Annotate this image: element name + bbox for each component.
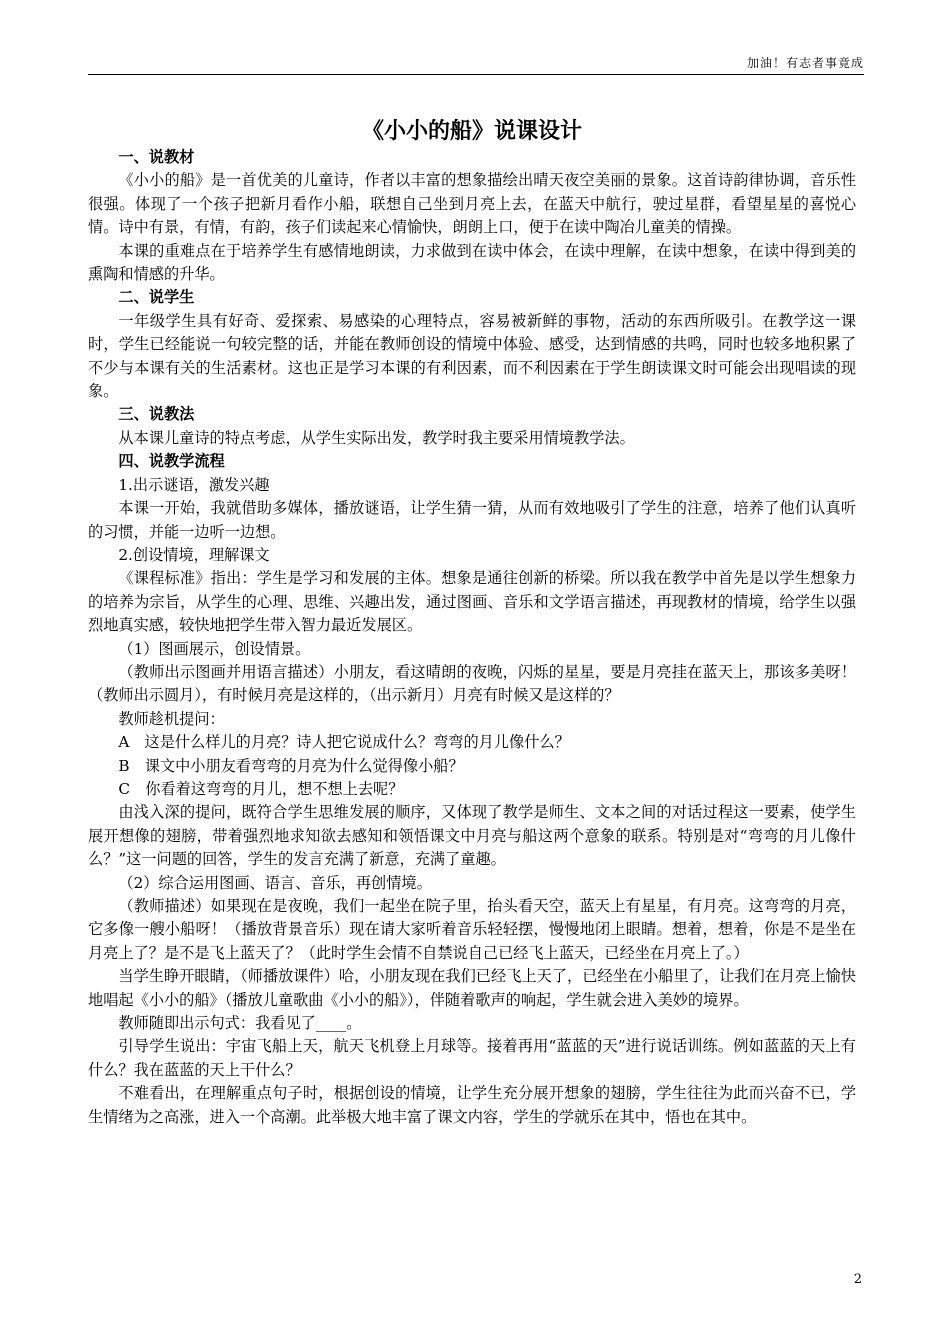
paragraph: 2.创设情境，理解课文 [118, 545, 270, 564]
page-number: 2 [853, 1272, 862, 1287]
paragraph: B 课文中小朋友看弯弯的月亮为什么觉得像小船？ [118, 756, 464, 775]
paragraph: A 这是什么样儿的月亮？诗人把它说成什么？弯弯的月儿像什么？ [118, 733, 570, 752]
section-heading: 一、说教材 [118, 148, 195, 166]
paragraph: （教师出示图画并用语言描述）小朋友，看这晴朗的夜晚，闪烁的星星，要是月亮挂在蓝天上，那该多美呀！（教师出示圆月），有时候月亮是这样的，（出示新月）月亮有时候又是这样的？ [88, 662, 856, 705]
paragraph: 一年级学生具有好奇、爱探索、易感染的心理特点，容易被新鲜的事物，活动的东西所吸引。在教学这一课时，学生已经能说一句较完整的话，并能在教师创设的情境中体验、感受，达到情感的共鸣，同时也较多地积累了不少与本课有关的生活素材。这也正是学习本课的有利因素，而不利因素在于学生朗读课文时可能会出现唱读的现象。 [88, 311, 856, 401]
document-body [88, 116, 856, 1129]
section-heading: 四、说教学流程 [118, 452, 225, 471]
paragraph: 教师趁机提问： [118, 709, 225, 728]
paragraph-list [88, 146, 856, 1129]
paragraph: 《课程标准》指出：学生是学习和发展的主体。想象是通往创新的桥梁。所以我在教学中首先是以学生想象力的培养为宗旨，从学生的心理、思维、兴趣出发，通过图画、音乐和文学语言描述，再现教材的情境，给学生以强烈地真实感，较快地把学生带入智力最近发展区。 [88, 569, 856, 635]
paragraph: （教师描述）如果现在是夜晚，我们一起坐在院子里，抬头看天空，蓝天上有星星，有月亮。这弯弯的月亮，它多像一艘小船呀！（播放背景音乐）现在请大家听着音乐轻轻摆，慢慢地闭上眼睛。想着，想着，你是不是坐在月亮上了？是不是飞上蓝天了？（此时学生会情不自禁说自己已经飞上蓝天，已经坐在月亮上了。） [88, 897, 856, 962]
paragraph: 从本课儿童诗的特点考虑，从学生实际出发，教学时我主要采用情境教学法。 [118, 428, 635, 447]
paragraph: 引导学生说出：宇宙飞船上天，航天飞机登上月球等。接着再用“蓝蓝的天”进行说话训练。例如蓝蓝的天上有什么？我在蓝蓝的天上干什么？ [88, 1037, 856, 1079]
page-header [88, 52, 864, 75]
paragraph: 《小小的船》是一首优美的儿童诗，作者以丰富的想象描绘出晴天夜空美丽的景象。这首诗韵律协调，音乐性很强。体现了一个孩子把新月看作小船，联想自己坐到月亮上去，在蓝天中航行，驶过星群，看望星星的喜悦心情。诗中有景，有情，有韵，孩子们读起来心情愉快，朗朗上口，便于在读中陶冶儿童美的情操。 [88, 171, 856, 237]
paragraph: 由浅入深的提问，既符合学生思维发展的顺序，又体现了教学是师生、文本之间的对话过程这一要素，使学生展开想像的翅膀，带着强烈地求知欲去感知和领悟课文中月亮与船这两个意象的联系。特别是对“弯弯的月儿像什么？”这一问题的回答，学生的发言充满了新意，充满了童趣。 [88, 803, 856, 869]
paragraph: 当学生睁开眼睛，（师播放课件）哈，小朋友现在我们已经飞上天了，已经坐在小船里了，让我们在月亮上愉快地唱起《小小的船》（播放儿童歌曲《小小的船》），伴随着歌声的响起，学生就会进入美妙的境界。 [88, 967, 856, 1009]
paragraph: C 你看着这弯弯的月儿，想不想上去呢？ [118, 779, 404, 798]
paragraph: 1.出示谜语，激发兴趣 [118, 475, 270, 494]
header-motto: 加油！有志者事竟成 [746, 56, 864, 70]
paragraph: 教师随即出示句式：我看见了____。 [118, 1014, 362, 1033]
paragraph: 本课一开始，我就借助多媒体，播放谜语，让学生猜一猜，从而有效地吸引了学生的注意，培养了他们认真听的习惯，并能一边听一边想。 [88, 499, 856, 541]
paragraph: 不难看出，在理解重点句子时，根据创设的情境，让学生充分展开想象的翅膀，学生往往为此而兴奋不已，学生情绪为之高涨，进入一个高潮。此举极大地丰富了课文内容，学生的学就乐在其中，悟也在其中。 [88, 1084, 856, 1126]
section-heading: 二、说学生 [118, 288, 195, 307]
document-title: 《小小的船》说课设计 [361, 118, 582, 144]
paragraph: （1）图画展示，创设情景。 [118, 639, 311, 658]
section-heading: 三、说教法 [118, 405, 195, 424]
paragraph: 本课的重难点在于培养学生有感情地朗读，力求做到在读中体会，在读中理解，在读中想象，在读中得到美的熏陶和情感的升华。 [88, 241, 856, 284]
paragraph: （2）综合运用图画、语言、音乐，再创情境。 [118, 873, 432, 892]
